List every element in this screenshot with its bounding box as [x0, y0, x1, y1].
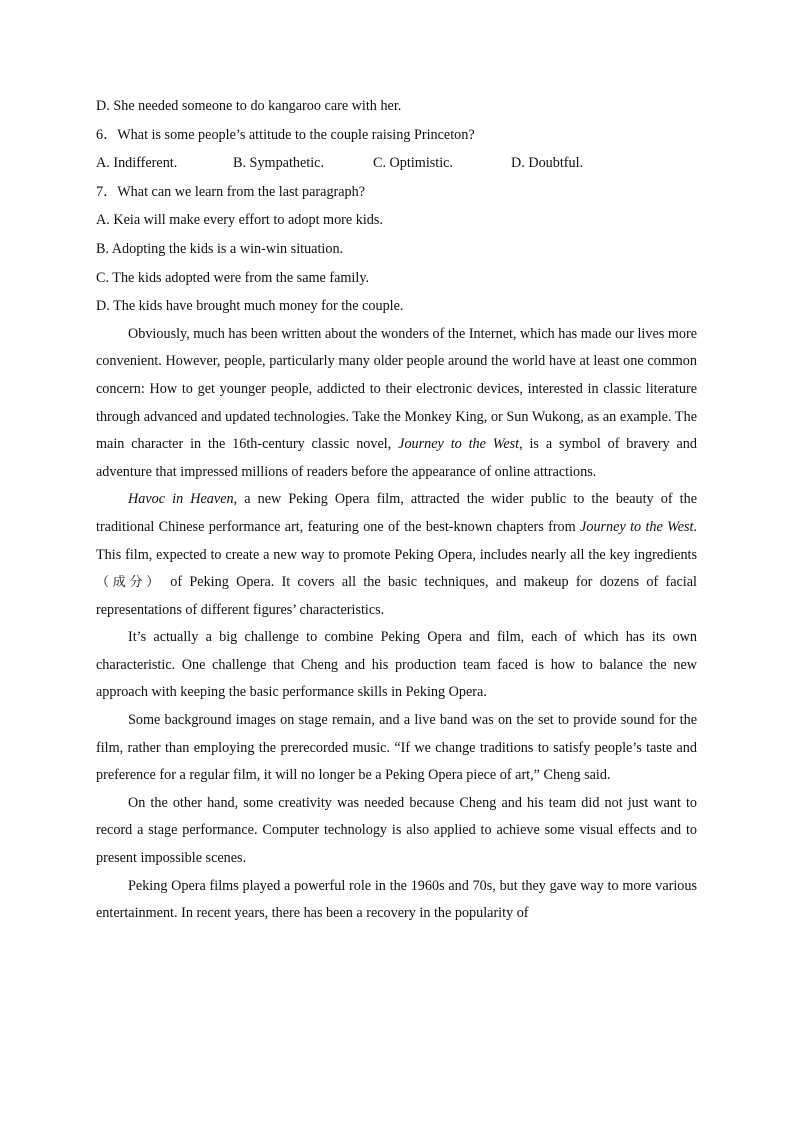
q6-option-a: A. Indifferent.	[96, 155, 178, 172]
q7-option-b: B. Adopting the kids is a win-win situation.	[96, 240, 344, 257]
q6-options	[96, 149, 697, 178]
p1-book-title: Journey to the West	[398, 436, 520, 453]
q6-option-b: B. Sympathetic.	[233, 155, 325, 172]
p2-text-b: . This film, expected to create a new way to promote Peking Opera, includes nearly all the key ingredients	[96, 518, 698, 563]
q7-option-c: C. The kids adopted were from the same family.	[96, 269, 370, 286]
passage-paragraph-5: On the other hand, some creativity was needed because Cheng and his team did not just want to record a stage performance. Computer technology is also applied to achieve some visual effects and to present impossible scenes.	[96, 794, 697, 867]
p1-text: Obviously, much has been written about the wonders of the Internet, which has made our lives more convenient. However, people, particularly many older people around the world have at least one common concern: How to get younger people, addicted to their electronic devices, interested in classic literature through advanced and updated technologies. Take the Monkey King, or Sun Wukong, as an example. The main character in the 16th-century classic novel,	[96, 325, 697, 453]
p2-gloss: （成分）	[96, 575, 163, 591]
passage-paragraph-6: Peking Opera films played a powerful role in the 1960s and 70s, but they gave way to more various entertainment. In recent years, there has been a recovery in the popularity of	[96, 877, 697, 922]
p2-book-title: Journey to the West	[580, 518, 694, 535]
q7-option-a: A. Keia will make every effort to adopt more kids.	[96, 212, 383, 229]
passage-paragraph-2	[96, 486, 697, 624]
q7-stem: 7．What can we learn from the last paragraph?	[96, 183, 366, 200]
q6-option-c: C. Optimistic.	[373, 155, 454, 172]
passage-paragraph-3: It’s actually a big challenge to combine Peking Opera and film, each of which has its own characteristic. One challenge that Cheng and his production team faced is how to balance the new approach with keeping the basic performance skills in Peking Opera.	[96, 629, 697, 701]
p1-text-end: , is a symbol of bravery and adventure that impressed millions of readers before the appearance of online attractions.	[96, 436, 697, 480]
p2-text-a: , a new Peking Opera film, attracted the wider public to the beauty of the traditional Chinese performance art, featuring one of the best-known chapters from	[96, 491, 697, 535]
q6-option-d: D. Doubtful.	[511, 155, 584, 172]
p2-text-c: of Peking Opera. It covers all the basic techniques, and makeup for dozens of facial representations of different figures’ characteristics.	[96, 574, 697, 618]
p2-film-title: Havoc in Heaven	[128, 491, 234, 508]
passage-paragraph-4: Some background images on stage remain, and a live band was on the set to provide sound for the film, rather than employing the prerecorded music. “If we change traditions to satisfy people’s taste and preference for a regular film, it will no longer be a Peking Opera piece of art,” Cheng said.	[96, 712, 697, 784]
q7-option-d: D. The kids have brought much money for the couple.	[96, 298, 404, 315]
document-page	[96, 92, 697, 928]
q5-option-d: D. She needed someone to do kangaroo care with her.	[96, 98, 402, 114]
q6-stem: 6．What is some people’s attitude to the couple raising Princeton?	[96, 126, 475, 143]
passage-paragraph-1	[96, 321, 697, 487]
